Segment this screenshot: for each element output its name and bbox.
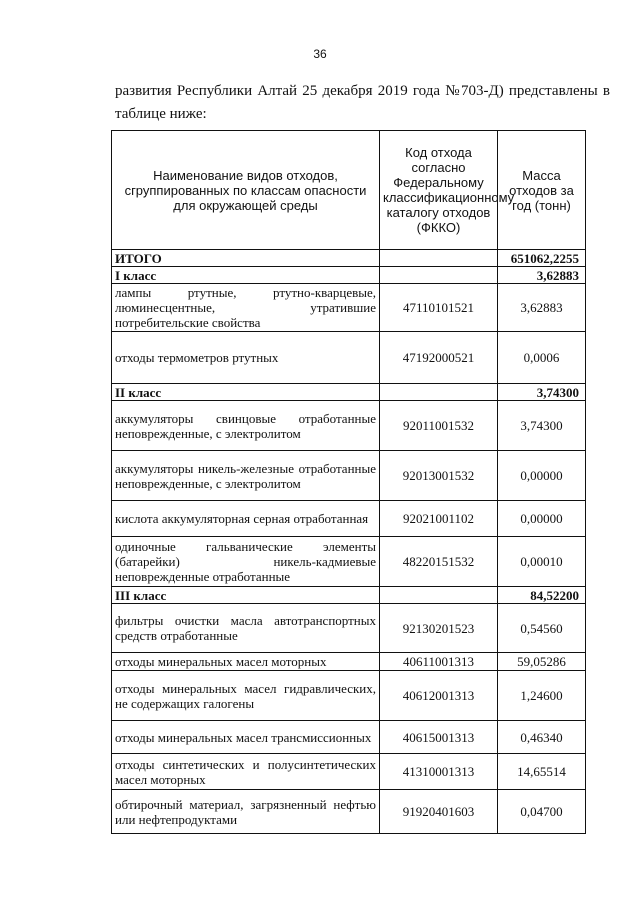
waste-name: обтирочный материал, загрязненный нефтью или нефтепродуктами <box>112 790 380 834</box>
waste-name: аккумуляторы свинцовые отработанные неповрежденные, с электролитом <box>112 401 380 451</box>
waste-name: фильтры очистки масла автотранспортных средств отработанные <box>112 604 380 653</box>
waste-mass: 3,74300 <box>498 401 586 451</box>
waste-code: 47110101521 <box>380 284 498 332</box>
total-mass: 651062,2255 <box>498 250 586 267</box>
header-code: Код отхода согласно Федеральному классификационному каталогу отходов (ФККО) <box>380 131 498 250</box>
waste-code: 40615001313 <box>380 721 498 754</box>
table-row <box>112 754 586 790</box>
waste-mass: 0,0006 <box>498 332 586 384</box>
table-row <box>112 721 586 754</box>
waste-code: 92013001532 <box>380 451 498 501</box>
table-row <box>112 284 586 332</box>
table-header-row <box>112 131 586 250</box>
waste-name: кислота аккумуляторная серная отработанная <box>112 501 380 537</box>
waste-name: отходы минеральных масел моторных <box>112 653 380 671</box>
header-mass: Масса отходов за год (тонн) <box>498 131 586 250</box>
class-label: I класс <box>112 267 380 284</box>
table-row <box>112 537 586 587</box>
waste-code: 48220151532 <box>380 537 498 587</box>
class-code-cell <box>380 384 498 401</box>
waste-mass: 0,46340 <box>498 721 586 754</box>
waste-code: 47192000521 <box>380 332 498 384</box>
header-name: Наименование видов отходов, сгруппированных по классам опасности для окружающей среды <box>112 131 380 250</box>
waste-mass: 0,00010 <box>498 537 586 587</box>
waste-table <box>111 130 586 834</box>
waste-code: 92021001102 <box>380 501 498 537</box>
waste-mass: 59,05286 <box>498 653 586 671</box>
class-total: 3,74300 <box>498 384 586 401</box>
table-row <box>112 671 586 721</box>
waste-mass: 14,65514 <box>498 754 586 790</box>
waste-name: одиночные гальванические элементы (батарейки) никель-кадмиевые неповрежденные отработанные <box>112 537 380 587</box>
table-row <box>112 451 586 501</box>
waste-mass: 0,00000 <box>498 501 586 537</box>
waste-mass: 0,04700 <box>498 790 586 834</box>
table-row <box>112 501 586 537</box>
table-row <box>112 653 586 671</box>
class-label: II класс <box>112 384 380 401</box>
page-number: 36 <box>313 47 327 61</box>
waste-code: 92130201523 <box>380 604 498 653</box>
table-row <box>112 604 586 653</box>
waste-code: 40612001313 <box>380 671 498 721</box>
class-total: 84,52200 <box>498 587 586 604</box>
class-code-cell <box>380 587 498 604</box>
total-row <box>112 250 586 267</box>
waste-mass: 0,00000 <box>498 451 586 501</box>
total-label: ИТОГО <box>112 250 380 267</box>
waste-name: отходы минеральных масел трансмиссионных <box>112 721 380 754</box>
waste-name: лампы ртутные, ртутно-кварцевые, люминесцентные, утратившие потребительские свойства <box>112 284 380 332</box>
intro-line-1: развития Республики Алтай 25 декабря 2019 года №703-Д) представлены в <box>115 83 610 99</box>
waste-mass: 0,54560 <box>498 604 586 653</box>
table-row <box>112 790 586 834</box>
waste-name: отходы синтетических и полусинтетических масел моторных <box>112 754 380 790</box>
waste-name: аккумуляторы никель-железные отработанные неповрежденные, с электролитом <box>112 451 380 501</box>
class-row <box>112 384 586 401</box>
class-label: III класс <box>112 587 380 604</box>
class-code-cell <box>380 267 498 284</box>
intro-line-2: таблице ниже: <box>115 106 207 122</box>
waste-name: отходы термометров ртутных <box>112 332 380 384</box>
waste-mass: 1,24600 <box>498 671 586 721</box>
table-row <box>112 401 586 451</box>
table-row <box>112 332 586 384</box>
intro-text <box>115 80 610 126</box>
class-total: 3,62883 <box>498 267 586 284</box>
total-code-cell <box>380 250 498 267</box>
waste-code: 40611001313 <box>380 653 498 671</box>
waste-name: отходы минеральных масел гидравлических, не содержащих галогены <box>112 671 380 721</box>
waste-mass: 3,62883 <box>498 284 586 332</box>
waste-code: 41310001313 <box>380 754 498 790</box>
waste-code: 91920401603 <box>380 790 498 834</box>
waste-code: 92011001532 <box>380 401 498 451</box>
class-row <box>112 587 586 604</box>
class-row <box>112 267 586 284</box>
